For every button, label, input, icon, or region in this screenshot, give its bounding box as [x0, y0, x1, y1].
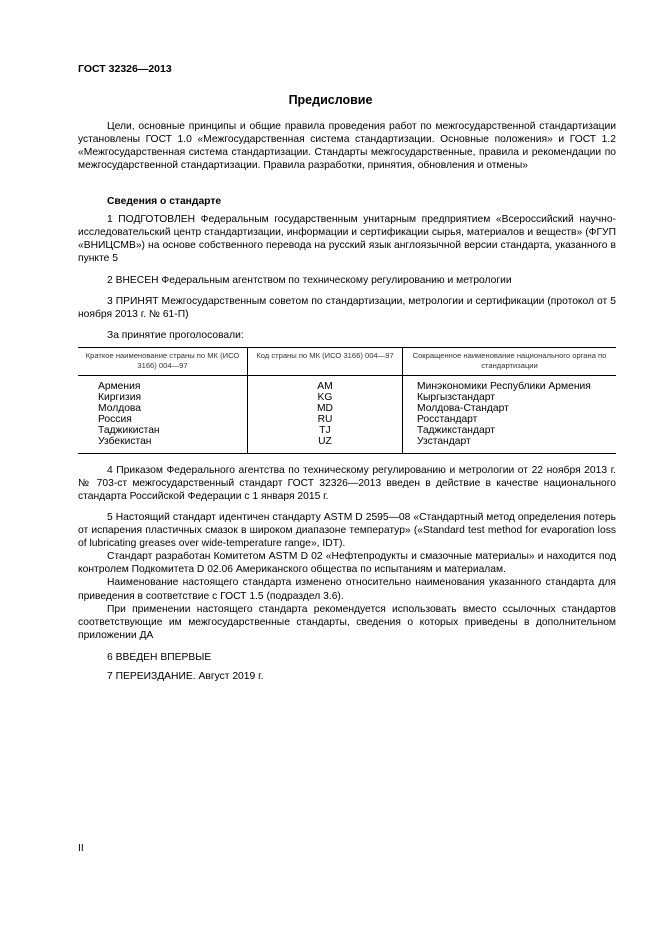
table-row [78, 376, 616, 393]
document-number: ГОСТ 32326—2013 [78, 63, 172, 75]
country-code-cell: TJ [248, 425, 403, 436]
standards-body-cell: Кыргызстандарт [403, 392, 617, 403]
item-2-paragraph: 2 ВНЕСЕН Федеральным агентством по техническому регулированию и метрологии [107, 275, 512, 286]
standards-body-cell: Узстандарт [403, 436, 617, 454]
item-5-references-paragraph: При применении настоящего стандарта рекомендуется использовать вместо ссылочных стандартов соответствующие им межгосударственные стандарты, сведения о которых приведены в дополнительном приложении ДА [78, 603, 616, 641]
country-code-cell: AM [248, 376, 403, 393]
country-name-cell: Армения [98, 381, 141, 393]
intro-block [78, 120, 616, 172]
vote-label-block [78, 329, 616, 342]
standards-body-cell: Таджикстандарт [403, 425, 617, 436]
section-title: Сведения о стандарте [107, 196, 222, 207]
column-header-country-code: Код страны по МК (ИСО 3166) 004—97 [248, 348, 403, 376]
item-2-block [78, 274, 616, 287]
country-code-cell: MD [248, 403, 403, 414]
table-row [78, 403, 616, 414]
item-3-block [78, 295, 616, 321]
item-3-paragraph: 3 ПРИНЯТ Межгосударственным советом по стандартизации, метрологии и сертификации (протокол от 5 ноября 2013 г. № 61-П) [78, 296, 616, 321]
item-5-block [78, 511, 616, 642]
page-number: II [78, 843, 84, 854]
vote-table [78, 347, 616, 454]
page-title: Предисловие [288, 93, 373, 107]
item-5-name-change-paragraph: Наименование настоящего стандарта изменено относительно наименования указанного стандарта для приведения в соответствие с ГОСТ 1.5 (подраздел 3.6). [78, 577, 616, 602]
vote-table-header-row [78, 348, 616, 376]
intro-paragraph: Цели, основные принципы и общие правила проведения работ по межгосударственной стандартизации установлены ГОСТ 1.0 «Межгосударственная система стандартизации. Основные положения» и ГОСТ 1.2 «Межгосударственная система стандартизации. Стандарты межгосударственные, правила и рекомендации по межгосударственной стандартизации. Правила разработки, принятия, обновления и отмены» [78, 121, 616, 172]
item-1-block [78, 213, 616, 265]
table-row [78, 392, 616, 403]
item-6-block [78, 651, 616, 664]
item-7-block [78, 670, 616, 683]
standard-info-section [78, 195, 616, 208]
country-code-cell: UZ [248, 436, 403, 454]
table-row [78, 414, 616, 425]
column-header-country-name: Краткое наименование страны по МК (ИСО 3166) 004—97 [78, 348, 248, 376]
standards-body-cell: Минэкономики Республики Армения [403, 376, 617, 393]
standards-body-cell: Молдова-Стандарт [403, 403, 617, 414]
vote-label: За принятие проголосовали: [107, 330, 244, 341]
item-5-paragraph: 5 Настоящий стандарт идентичен стандарту ASTM D 2595—08 «Стандартный метод определения потерь от испарения пластичных смазок в широком диапазоне температур» («Standard test method for evaporation loss of lubricating greases over wide-temperature range», IDT). [78, 512, 616, 550]
country-name-cell: Молдова [98, 403, 142, 415]
column-header-standards-body: Сокращенное наименование национального органа по стандартизации [403, 348, 617, 376]
country-name-cell: Киргизия [98, 392, 142, 404]
item-4-block [78, 464, 616, 503]
country-name-cell: Таджикистан [98, 425, 160, 437]
standards-body-cell: Росстандарт [403, 414, 617, 425]
table-row [78, 425, 616, 436]
item-1-paragraph: 1 ПОДГОТОВЛЕН Федеральным государственным унитарным предприятием «Всероссийский научно-исследовательский центр стандартизации, информации и сертификации сырья, материалов и веществ» (ФГУП «ВНИЦСМВ») на основе собственного перевода на русский язык англоязычной версии стандарта, указанного в пункте 5 [78, 214, 616, 265]
country-name-cell: Россия [98, 414, 132, 426]
country-name-cell: Узбекистан [78, 436, 248, 454]
item-5-developer-paragraph: Стандарт разработан Комитетом ASTM D 02 «Нефтепродукты и смазочные материалы» и находится под контролем Подкомитета D 02.06 Американского общества по испытаниям и материалам. [78, 551, 616, 576]
country-code-cell: KG [248, 392, 403, 403]
item-7-paragraph: 7 ПЕРЕИЗДАНИЕ. Август 2019 г. [107, 671, 264, 682]
country-code-cell: RU [248, 414, 403, 425]
table-row [78, 436, 616, 454]
item-6-paragraph: 6 ВВЕДЕН ВПЕРВЫЕ [107, 652, 212, 663]
item-4-paragraph: 4 Приказом Федерального агентства по техническому регулированию и метрологии от 22 ноября 2013 г. № 703-ст межгосударственный стандарт ГОСТ 32326—2013 введен в действие в качестве национального стандарта Российской Федерации с 1 января 2015 г. [78, 465, 616, 503]
